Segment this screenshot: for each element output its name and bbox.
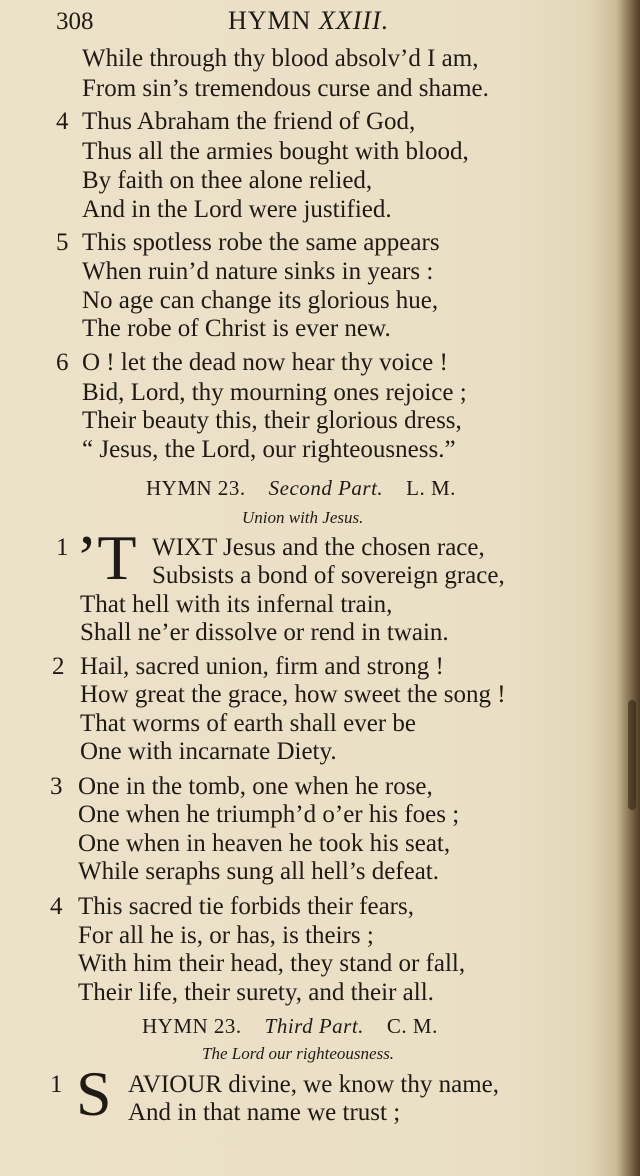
verse-line: While seraphs sung all hell’s defeat. xyxy=(78,858,439,885)
verse-line: One when in heaven he took his seat, xyxy=(78,830,451,857)
running-title-roman: XXIII. xyxy=(318,6,390,35)
verse-line: One with incarnate Diety. xyxy=(80,738,337,765)
verse-line: Bid, Lord, thy mourning ones rejoice ; xyxy=(82,379,467,406)
verse-line: That worms of earth shall ever be xyxy=(80,710,416,737)
verse-line: When ruin’d nature sinks in years : xyxy=(82,258,434,285)
hymn-heading-part: Third Part. xyxy=(264,1014,364,1038)
hymn-subtitle: The Lord our righteousness. xyxy=(202,1044,395,1063)
verse-line: For all he is, or has, is theirs ; xyxy=(78,922,374,949)
verse-line: Their beauty this, their glorious dress, xyxy=(82,407,462,434)
verse-line: While through thy blood absolv’d I am, xyxy=(82,45,479,72)
verse-line: This spotless robe the same appears xyxy=(82,229,440,256)
verse-line: By faith on thee alone relied, xyxy=(82,167,373,194)
hymn-heading-meter: L. M. xyxy=(406,476,456,500)
verse-line: And in the Lord were justified. xyxy=(82,196,392,223)
drop-cap: ’T xyxy=(76,522,137,593)
verse-line: “ Jesus, the Lord, our righteousness.” xyxy=(82,436,456,463)
verse-line: Shall ne’er dissolve or rend in twain. xyxy=(80,619,449,646)
page-edge-shadow xyxy=(616,0,640,1176)
verse-line: No age can change its glorious hue, xyxy=(82,287,439,314)
verse-line: Their life, their surety, and their all. xyxy=(78,979,434,1006)
verse-line: Thus all the armies bought with blood, xyxy=(82,138,469,165)
stanza-number: 2 xyxy=(52,653,65,680)
verse-line: Hail, sacred union, firm and strong ! xyxy=(80,653,444,680)
verse-line: From sin’s tremendous curse and shame. xyxy=(82,75,489,102)
stanza-number: 6 xyxy=(56,349,69,376)
hymn-heading-number: HYMN 23. xyxy=(146,476,246,500)
running-title xyxy=(228,6,389,36)
verse-line: That hell with its infernal train, xyxy=(80,591,393,618)
verse-line: The robe of Christ is ever new. xyxy=(82,315,391,342)
stanza-number: 3 xyxy=(50,773,63,800)
verse-line: And in that name we trust ; xyxy=(128,1099,401,1126)
verse-line: This sacred tie forbids their fears, xyxy=(78,893,414,920)
stanza-number: 4 xyxy=(50,893,63,920)
verse-line: AVIOUR divine, we know thy name, xyxy=(128,1071,500,1098)
running-header xyxy=(56,4,616,40)
hymn-heading-second-part xyxy=(146,476,456,501)
running-title-prefix: HYMN xyxy=(228,6,319,35)
verse-line: Thus Abraham the friend of God, xyxy=(82,108,416,135)
page-edge-stain xyxy=(628,700,636,810)
hymn-heading-meter: C. M. xyxy=(386,1014,438,1038)
hymn-heading-third-part xyxy=(142,1014,438,1039)
drop-cap: S xyxy=(76,1058,112,1129)
verse-line: One in the tomb, one when he rose, xyxy=(78,773,433,800)
stanza-number: 5 xyxy=(56,229,69,256)
hymn-subtitle: Union with Jesus. xyxy=(242,508,364,527)
verse-line: WIXT Jesus and the chosen race, xyxy=(152,534,485,561)
stanza-number: 1 xyxy=(50,1071,63,1098)
stanza-number: 1 xyxy=(56,534,69,561)
hymn-heading-part: Second Part. xyxy=(268,476,384,500)
verse-line: Subsists a bond of sovereign grace, xyxy=(152,562,505,589)
verse-line: O ! let the dead now hear thy voice ! xyxy=(82,349,448,376)
verse-line: With him their head, they stand or fall, xyxy=(78,950,466,977)
verse-line: How great the grace, how sweet the song ! xyxy=(80,681,506,708)
stanza-number: 4 xyxy=(56,108,69,135)
hymn-heading-number: HYMN 23. xyxy=(142,1014,242,1038)
verse-line: One when he triumph’d o’er his foes ; xyxy=(78,801,460,828)
page-number: 308 xyxy=(56,8,94,35)
